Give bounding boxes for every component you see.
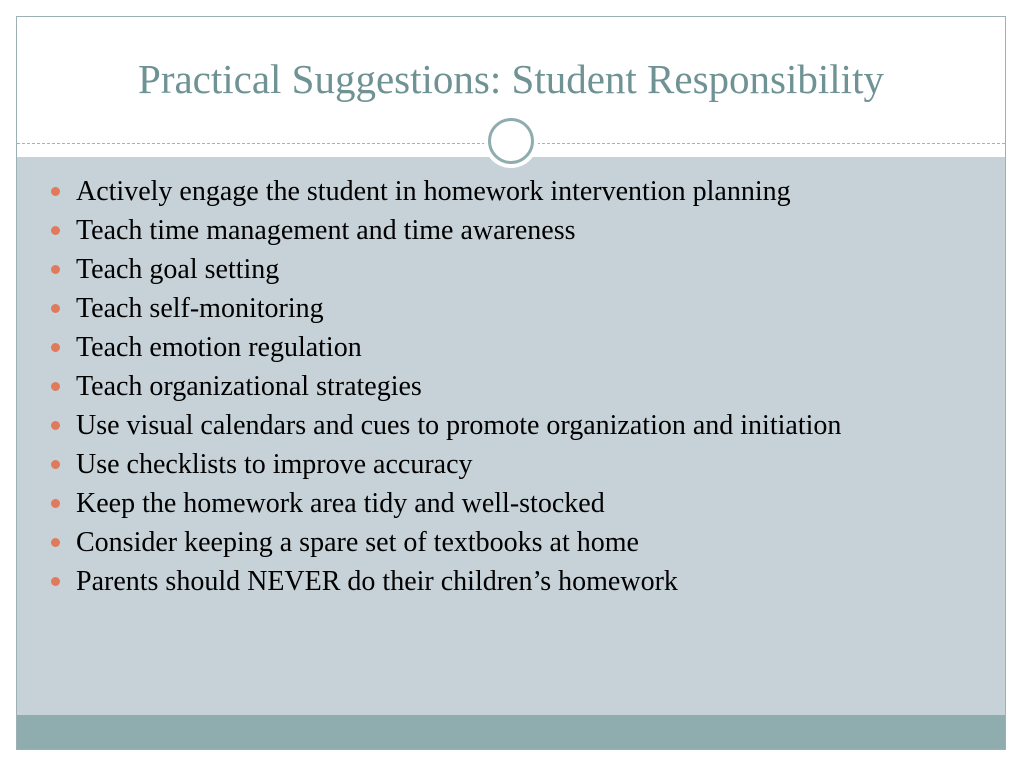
bullet-dot-icon — [51, 226, 60, 235]
bullet-text: Teach time management and time awareness — [76, 215, 576, 246]
bullet-dot-icon — [51, 499, 60, 508]
bullet-dot-icon — [51, 421, 60, 430]
bullet-dot-icon — [51, 304, 60, 313]
bullet-item — [51, 528, 951, 557]
bullet-dot-icon — [51, 187, 60, 196]
bullet-item — [51, 567, 951, 596]
bullet-text: Teach goal setting — [76, 254, 280, 285]
bullet-dot-icon — [51, 265, 60, 274]
bullet-dot-icon — [51, 343, 60, 352]
bullet-item — [51, 216, 951, 245]
footer-band — [17, 715, 1005, 750]
bullet-text: Actively engage the student in homework intervention planning — [76, 176, 791, 207]
bullet-item — [51, 255, 951, 284]
bullet-text: Use visual calendars and cues to promote organization and initiation — [76, 410, 842, 441]
bullet-item — [51, 450, 951, 479]
bullet-text: Consider keeping a spare set of textbooks at home — [76, 527, 639, 558]
bullet-item — [51, 333, 951, 362]
bullet-text: Teach self-monitoring — [76, 293, 324, 324]
bullet-text: Parents should NEVER do their children’s homework — [76, 566, 678, 597]
bullet-dot-icon — [51, 460, 60, 469]
bullet-item — [51, 489, 951, 518]
slide-title: Practical Suggestions: Student Responsibility — [138, 56, 884, 102]
circle-ring-icon — [484, 114, 538, 168]
bullet-item — [51, 177, 951, 206]
bullet-text: Keep the homework area tidy and well-stocked — [76, 488, 605, 519]
slide — [16, 16, 1006, 750]
bullet-text: Teach organizational strategies — [76, 371, 422, 402]
bullet-dot-icon — [51, 382, 60, 391]
bullet-item — [51, 411, 951, 440]
bullet-list — [51, 177, 951, 606]
ring-shape — [488, 118, 534, 164]
bullet-item — [51, 294, 951, 323]
bullet-dot-icon — [51, 538, 60, 547]
bullet-text: Teach emotion regulation — [76, 332, 362, 363]
bullet-item — [51, 372, 951, 401]
bullet-dot-icon — [51, 577, 60, 586]
bullet-text: Use checklists to improve accuracy — [76, 449, 473, 480]
